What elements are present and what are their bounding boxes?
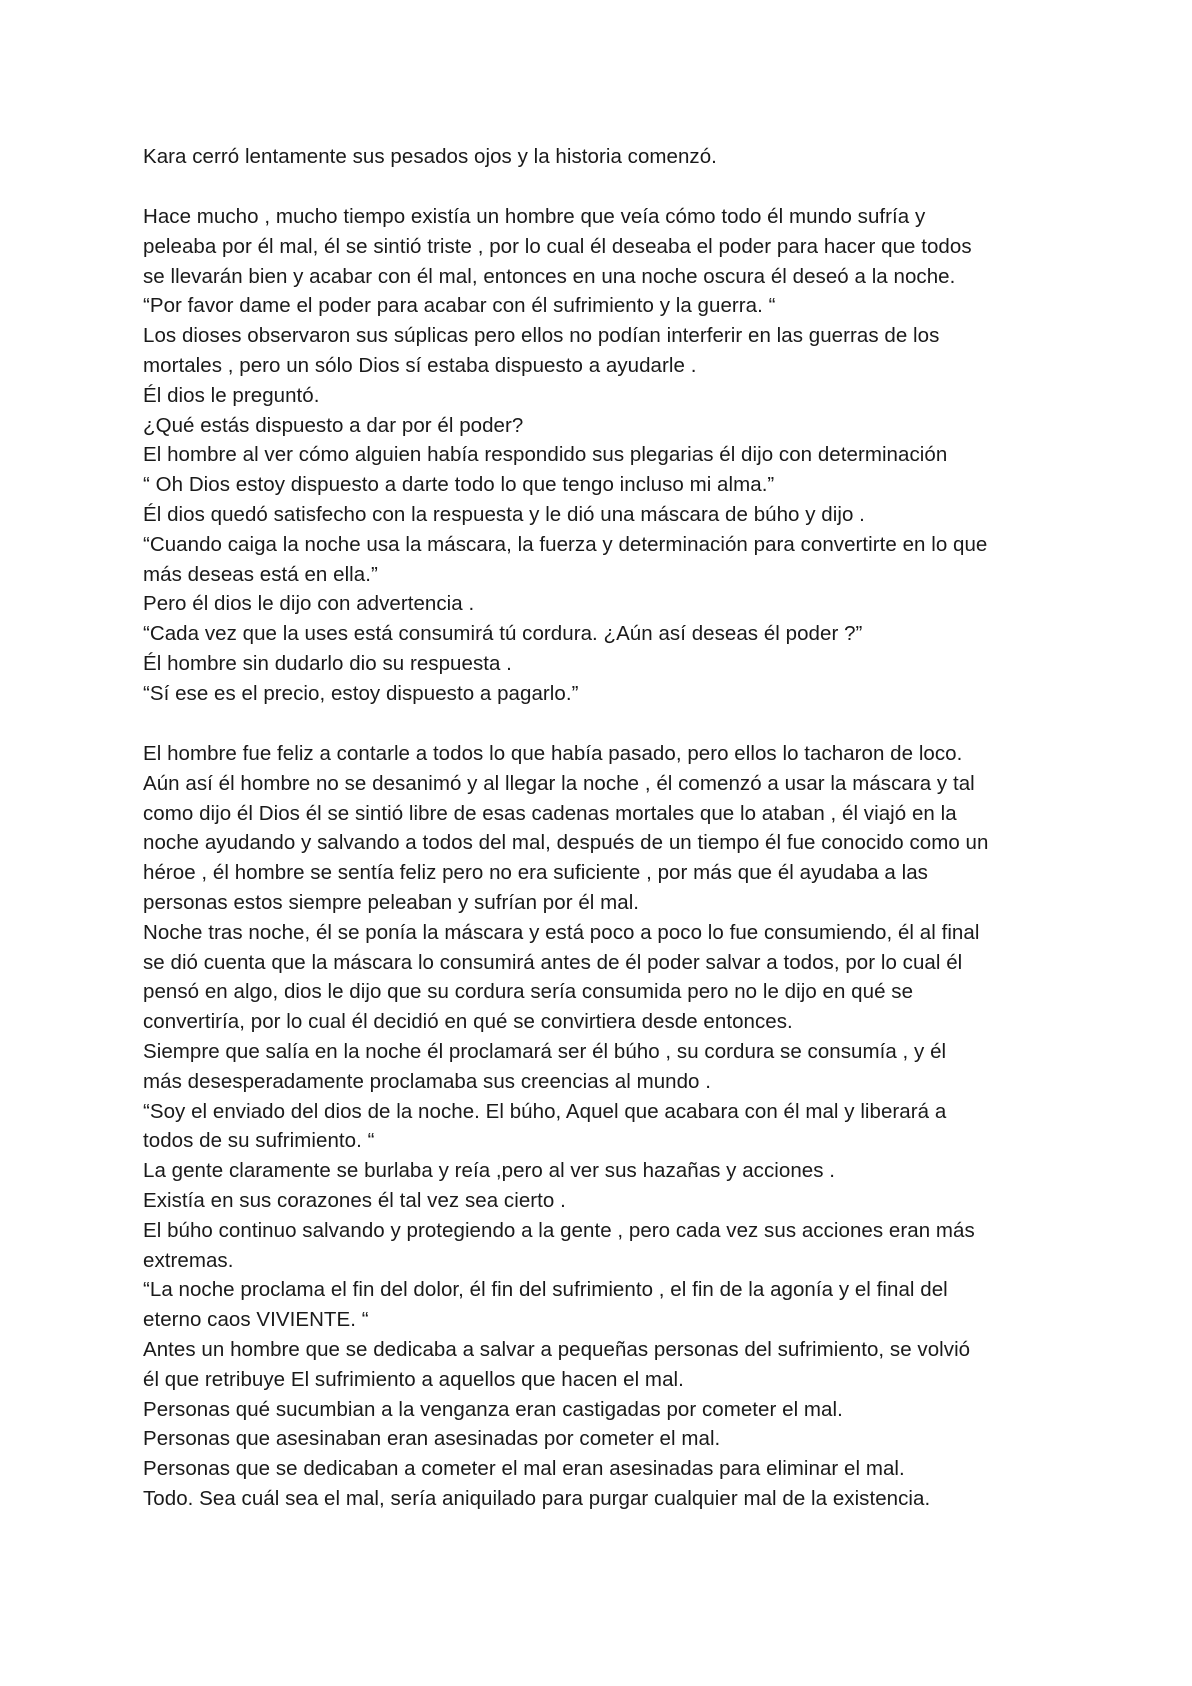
- text-line: La gente claramente se burlaba y reía ,pero al ver sus hazañas y acciones .: [143, 1159, 836, 1183]
- text-line: personas estos siempre peleaban y sufrían por él mal.: [143, 890, 640, 914]
- text-line: pensó en algo, dios le dijo que su cordura sería consumida pero no le dijo en qué se: [143, 980, 914, 1004]
- text-line: Personas que asesinaban eran asesinadas por cometer el mal.: [143, 1427, 721, 1451]
- text-line: “ Oh Dios estoy dispuesto a darte todo lo que tengo incluso mi alma.”: [143, 473, 775, 497]
- text-line: El búho continuo salvando y protegiendo a la gente , pero cada vez sus acciones eran más: [143, 1218, 975, 1242]
- text-line: “Cuando caiga la noche usa la máscara, la fuerza y determinación para convertirte en lo que: [143, 532, 988, 556]
- text-line: “Cada vez que la uses está consumirá tú cordura. ¿Aún así deseas él poder ?”: [143, 622, 863, 646]
- text-line: noche ayudando y salvando a todos del mal, después de un tiempo él fue conocido como un: [143, 831, 989, 855]
- text-line: más deseas está en ella.”: [143, 562, 378, 586]
- text-line: extremas.: [143, 1248, 234, 1272]
- text-line: Kara cerró lentamente sus pesados ojos y la historia comenzó.: [143, 145, 717, 168]
- text-line: mortales , pero un sólo Dios sí estaba dispuesto a ayudarle .: [143, 353, 697, 377]
- text-line: Pero él dios le dijo con advertencia .: [143, 592, 475, 616]
- text-line: Aún así él hombre no se desanimó y al llegar la noche , él comenzó a usar la máscara y tal: [143, 771, 975, 795]
- text-line: Antes un hombre que se dedicaba a salvar a pequeñas personas del sufrimiento, se volvió: [143, 1337, 971, 1361]
- text-line: Existía en sus corazones él tal vez sea cierto .: [143, 1188, 566, 1212]
- text-line: se llevarán bien y acabar con él mal, entonces en una noche oscura él deseó a la noche.: [143, 264, 956, 288]
- text-line: Personas qué sucumbian a la venganza eran castigadas por cometer el mal.: [143, 1397, 843, 1421]
- text-line: eterno caos VIVIENTE. “: [143, 1308, 369, 1332]
- text-line: Él dios quedó satisfecho con la respuesta y le dió una máscara de búho y dijo .: [143, 502, 865, 526]
- text-line: El hombre fue feliz a contarle a todos lo que había pasado, pero ellos lo tacharon de loco.: [143, 742, 963, 765]
- text-line: Los dioses observaron sus súplicas pero ellos no podían interferir en las guerras de los: [143, 324, 940, 348]
- text-line: “Por favor dame el poder para acabar con él sufrimiento y la guerra. “: [143, 294, 776, 318]
- text-line: “Soy el enviado del dios de la noche. El búho, Aquel que acabara con él mal y liberará a: [143, 1099, 947, 1123]
- text-line: se dió cuenta que la máscara lo consumirá antes de él poder salvar a todos, por lo cual él: [143, 950, 963, 974]
- text-line: Siempre que salía en la noche él proclamará ser él búho , su cordura se consumía , y él: [143, 1039, 947, 1063]
- text-line: Personas que se dedicaban a cometer el mal eran asesinadas para eliminar el mal.: [143, 1457, 905, 1481]
- text-line: ¿Qué estás dispuesto a dar por él poder?: [143, 413, 524, 437]
- text-line: Él hombre sin dudarlo dio su respuesta .: [143, 651, 512, 675]
- paragraph-3: [143, 739, 1063, 1514]
- paragraph-2: [143, 202, 1063, 709]
- text-line: más desesperadamente proclamaba sus creencias al mundo .: [143, 1069, 711, 1093]
- text-line: “Sí ese es el precio, estoy dispuesto a pagarlo.”: [143, 681, 579, 705]
- paragraph-1: [143, 142, 1063, 172]
- text-line: todos de su sufrimiento. “: [143, 1129, 375, 1153]
- text-line: “La noche proclama el fin del dolor, él fin del sufrimiento , el fin de la agonía y el final del: [143, 1278, 948, 1302]
- text-line: como dijo él Dios él se sintió libre de esas cadenas mortales que lo ataban , él viajó en la: [143, 801, 957, 825]
- text-line: él que retribuye El sufrimiento a aquellos que hacen el mal.: [143, 1367, 684, 1391]
- text-line: Hace mucho , mucho tiempo existía un hombre que veía cómo todo él mundo sufría y: [143, 205, 926, 228]
- text-line: Noche tras noche, él se ponía la máscara y está poco a poco lo fue consumiendo, él al final: [143, 920, 980, 944]
- text-line: héroe , él hombre se sentía feliz pero no era suficiente , por más que él ayudaba a las: [143, 861, 928, 885]
- text-line: El hombre al ver cómo alguien había respondido sus plegarias él dijo con determinación: [143, 443, 948, 467]
- text-line: peleaba por él mal, él se sintió triste , por lo cual él deseaba el poder para hacer que todos: [143, 234, 972, 258]
- text-line: Todo. Sea cuál sea el mal, sería aniquilado para purgar cualquier mal de la existencia.: [143, 1486, 931, 1510]
- text-line: Él dios le preguntó.: [143, 383, 320, 407]
- text-line: convertiría, por lo cual él decidió en qué se convirtiera desde entonces.: [143, 1010, 793, 1034]
